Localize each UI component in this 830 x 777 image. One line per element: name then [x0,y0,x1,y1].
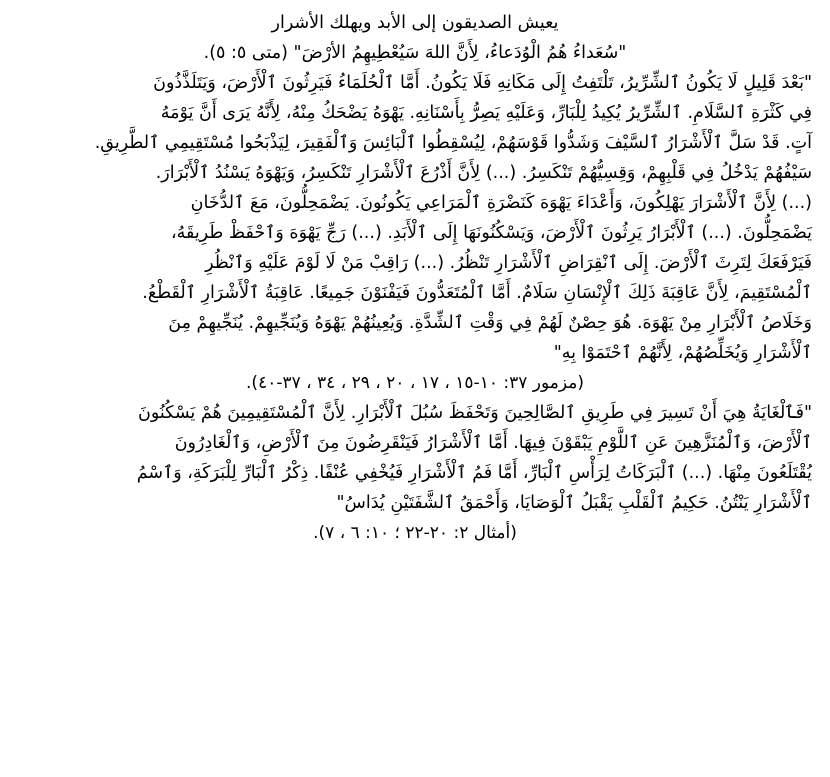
scripture-line: ٱلْأَشْرَارِ وَيُخَلِّصُهُمْ، لِأَنَّهُمْ ٱحْتَمَوْا بِهِ" [553,343,812,363]
scripture-line: آتٍ. قَدْ سَلَّ ٱلْأَشْرَارُ ٱلسَّيْفَ وَشَدُّوا قَوْسَهُمْ، لِيُسْقِطُوا ٱلْبَائِسَ وَٱلْفَقِيرَ، لِيَذْبَحُوا مُسْتَقِيمِي ٱلطَّرِيقِ. [94,133,812,153]
scripture-line: ٱلْأَرْضَ، وَٱلْمُنَزَّهِينَ عَنِ ٱللَّوْمِ يَبْقَوْنَ فِيهَا. أَمَّا ٱلْأَشْرَارُ فَيَنْقَرِضُونَ مِنَ ٱلْأَرْضِ، وَٱلْغَادِرُونَ [174,433,812,453]
scripture-line: "فَٱلْغَايَةُ هِيَ أَنْ تَسِيرَ فِي طَرِيقِ ٱلصَّالِحِينَ وَتَحْفَظَ سُبُلَ ٱلْأَبْرَارِ. لِأَنَّ ٱلْمُسْتَقِيمِينَ هُمْ يَسْكُنُونَ [137,403,812,423]
scripture-line: فَيَرْفَعَكَ لِتَرِثَ ٱلْأَرْضَ. إِلَى ٱنْقِرَاضِ ٱلْأَشْرَارِ تَنْظُرُ. (...) رَاقِبْ مَنْ لَا لَوْمَ عَلَيْهِ وَٱنْظُرِ [205,253,812,273]
scripture-line: فِي كَثْرَةِ ٱلسَّلَامِ. ٱلشِّرِّيرُ يُكِيدُ لِلْبَارِّ، وَعَلَيْهِ يَصِرُّ بِأَسْنَانِهِ. يَهْوَهُ يَضْحَكُ مِنْهُ، لِأَنَّهُ يَرَى أَنَّ يَوْمَهُ [160,103,812,123]
scripture-line: يَضْمَحِلُّونَ. (...) ٱلْأَبْرَارُ يَرِثُونَ ٱلْأَرْضَ، وَيَسْكُنُونَهَا إِلَى ٱلْأَبَدِ. (...) رَجِّ يَهْوَهَ وَٱحْفَظْ طَرِيقَهُ، [170,223,812,243]
scripture-line: ٱلْأَشْرَارِ يَنْتُنُ. حَكِيمُ ٱلْقَلْبِ يَقْبَلُ ٱلْوَصَايَا، وَأَحْمَقُ ٱلشَّفَتَيْنِ يُدَاسُ" [336,493,812,513]
scripture-reference: (أمثال ٢: ٢٠-٢٢ ؛ ١٠: ٦ ، ٧). [313,523,517,543]
scripture-reference: (مزمور ٣٧: ١٠-١٥ ، ١٧ ، ٢٠ ، ٢٩ ، ٣٤ ، ٣٧-٤٠). [246,373,584,393]
scripture-line: ٱلْمُسْتَقِيمَ، لِأَنَّ عَاقِبَةَ ذَلِكَ ٱلْإِنْسَانِ سَلَامٌ. أَمَّا ٱلْمُتَعَدُّونَ فَيَفْنَوْنَ جَمِيعًا. عَاقِبَةُ ٱلْأَشْرَارِ ٱلْقَطْعُ. [142,283,812,303]
document-heading: يعيش الصديقون إلى الأبد ويهلك الأشرار [271,13,559,33]
scripture-line: سَيْفُهُمْ يَدْخُلُ فِي قَلْبِهِمْ، وَقِسِيُّهُمْ تَنْكَسِرُ. (...) لِأَنَّ أَذْرُعَ ٱلْأَشْرَارِ تَنْكَسِرُ، وَيَهْوَهُ يَسْنُدُ ٱلْأَبْرَارَ. [155,163,812,183]
scripture-line: "سُعَداءُ هُمُ الْوُدَعاءُ، لِأَنَّ اللهَ سَيُعْطِيهِمُ الأرْضَ" (متى ٥: ٥). [203,43,627,63]
scripture-line: "بَعْدَ قَلِيلٍ لَا يَكُونُ ٱلشِّرِّيرُ، تَلْتَفِتُ إِلَى مَكَانِهِ فَلَا يَكُونُ. أَمَّا ٱلْحُلَمَاءُ فَيَرِثُونَ ٱلْأَرْضَ، وَيَتَلَذَّذُونَ [153,73,812,93]
scripture-line: (...) لِأَنَّ ٱلْأَشْرَارَ يَهْلِكُونَ، وَأَعْدَاءَ يَهْوَهَ كَنَضْرَةِ ٱلْمَرَاعِي يَكُونُونَ. يَضْمَحِلُّونَ، مَعَ ٱلدُّخَانِ [190,193,812,213]
scripture-line: يُقْتَلَعُونَ مِنْهَا. (...) ٱلْبَرَكَاتُ لِرَأْسِ ٱلْبَارِّ، أَمَّا فَمُ ٱلْأَشْرَارِ فَيُخْفِي عُنْفًا. ذِكْرُ ٱلْبَارِّ لِلْبَرَكَةِ، وَٱسْمُ [136,463,812,483]
scripture-line: وَخَلَاصُ ٱلْأَبْرَارِ مِنْ يَهْوَهَ. هُوَ حِصْنٌ لَهُمْ فِي وَقْتِ ٱلشِّدَّةِ. وَيُعِينُهُمْ يَهْوَهُ وَيُنَجِّيهِمْ. يُنَجِّيهِمْ مِنَ [168,313,812,333]
